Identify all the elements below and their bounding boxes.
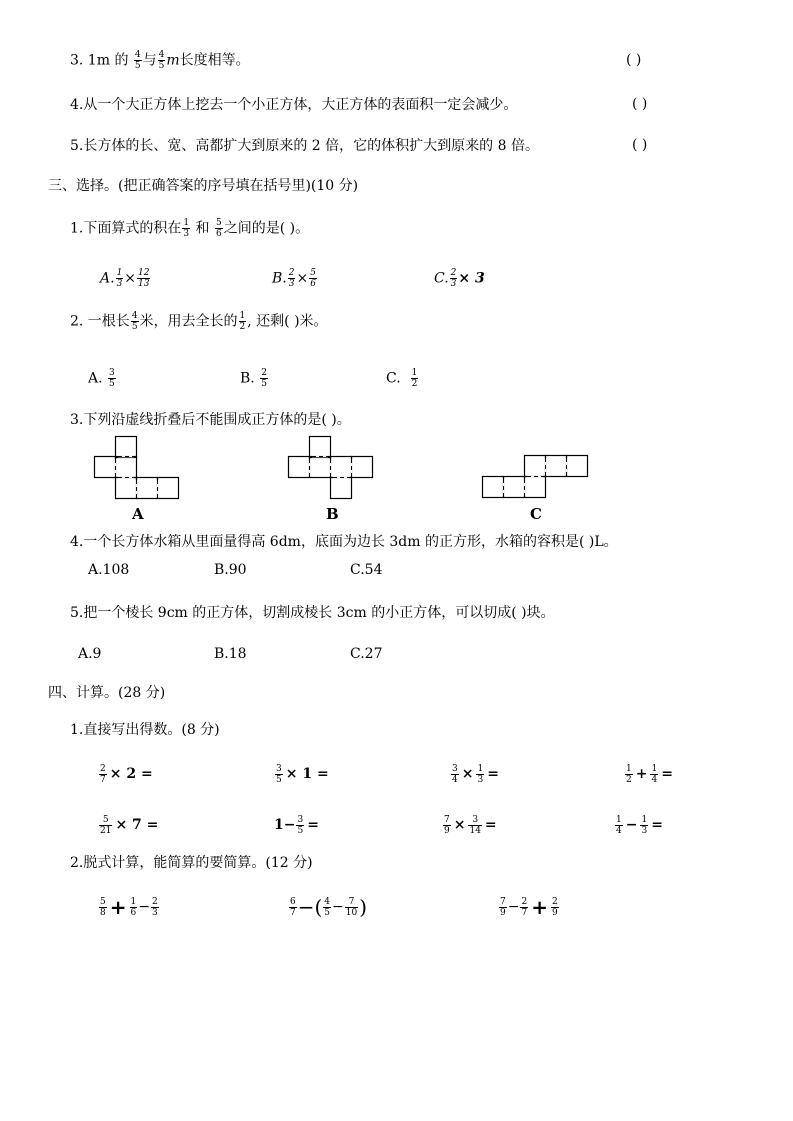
choice-q2-option-c[interactable]: C. $\frac{1}{2}$ bbox=[386, 368, 418, 389]
cube-net-b[interactable] bbox=[288, 436, 376, 500]
section-heading-calc: 四、计算。(28 分) bbox=[48, 685, 166, 701]
calc-expression: $\frac{7}{9}$ − $\frac{2}{7}$ + $\frac{2}{9}$ bbox=[500, 895, 558, 919]
calc-item: 1− $\frac{3}{5}$ = bbox=[274, 814, 319, 836]
judge-q5: 5.长方体的长、宽、高都扩大到原来的 2 倍，它的体积扩大到原来的 8 倍。 bbox=[70, 138, 539, 154]
calc-item: $\frac{3}{4}$ × $\frac{1}{3}$ = bbox=[452, 763, 499, 785]
choice-q5: 5.把一个棱长 9cm 的正方体，切割成棱长 3cm 的小正方体，可以切成( )块。 bbox=[70, 605, 555, 621]
choice-q5-option-a[interactable]: A.9 bbox=[78, 646, 102, 662]
net-label-c: C bbox=[530, 505, 542, 523]
calc-sub1: 1.直接写出得数。(8 分) bbox=[70, 722, 220, 738]
choice-q5-option-c[interactable]: C.27 bbox=[350, 646, 383, 662]
calc-sub2: 2.脱式计算，能简算的要简算。(12 分) bbox=[70, 855, 313, 871]
choice-q4-option-b[interactable]: B.90 bbox=[214, 562, 247, 578]
answer-paren[interactable]: ( ) bbox=[632, 137, 648, 153]
calc-item: $\frac{2}{7}$ × 2 = bbox=[100, 763, 153, 785]
choice-q5-option-b[interactable]: B.18 bbox=[214, 646, 247, 662]
choice-q1-option-b[interactable]: B. $\frac{2}{3}$ × $\frac{5}{6}$ bbox=[272, 268, 316, 289]
net-label-b: B bbox=[326, 505, 339, 523]
choice-q4: 4.一个长方体水箱从里面量得高 6dm，底面为边长 3dm 的正方形，水箱的容积是( )L。 bbox=[70, 534, 618, 550]
fraction: $\frac{4}{5}$ bbox=[131, 311, 138, 332]
fraction: $\frac{1}{2}$ bbox=[239, 311, 246, 332]
cube-net-c[interactable] bbox=[482, 455, 590, 499]
answer-paren[interactable]: ( ) bbox=[626, 52, 642, 68]
calc-item: $\frac{7}{9}$ × $\frac{3}{14}$ = bbox=[444, 814, 497, 836]
section-heading-choice: 三、选择。(把正确答案的序号填在括号里)(10 分) bbox=[48, 178, 359, 194]
calc-item: $\frac{1}{2}$ + $\frac{1}{4}$ = bbox=[626, 763, 673, 785]
choice-q2-option-b[interactable]: B. $\frac{2}{5}$ bbox=[240, 368, 267, 389]
calc-expression: $\frac{6}{7}$ −( $\frac{4}{5}$ − $\frac{7}{10}$ ) bbox=[290, 895, 368, 919]
judge-q3-text-a: 3. 1m 的 bbox=[70, 52, 129, 69]
fraction: $\frac{4}{5}$ bbox=[134, 50, 141, 71]
answer-paren[interactable]: ( ) bbox=[632, 96, 648, 112]
choice-q1-option-a[interactable]: A. $\frac{1}{3}$ × $\frac{12}{13}$ bbox=[100, 268, 150, 289]
choice-q2-option-a[interactable]: A. $\frac{3}{5}$ bbox=[88, 368, 115, 389]
calc-item: $\frac{5}{21}$ × 7 = bbox=[100, 814, 159, 836]
choice-q3: 3.下列沿虚线折叠后不能围成正方体的是( )。 bbox=[70, 412, 351, 428]
calc-item: $\frac{3}{5}$ × 1 = bbox=[276, 763, 329, 785]
choice-q4-option-a[interactable]: A.108 bbox=[88, 562, 130, 578]
cube-net-a[interactable] bbox=[94, 436, 182, 500]
calc-item: $\frac{1}{4}$ − $\frac{1}{3}$ = bbox=[616, 814, 663, 836]
fraction: $\frac{4}{5}$ bbox=[158, 50, 165, 71]
fraction: $\frac{5}{6}$ bbox=[216, 218, 222, 239]
choice-q1-option-c[interactable]: C. $\frac{2}{3}$ × 3 bbox=[434, 268, 485, 289]
fraction: $\frac{1}{3}$ bbox=[183, 218, 190, 239]
choice-q1: 1.下面算式的积在 $\frac{1}{3}$ 和 $\frac{5}{6}$ 之间的是( )。 bbox=[70, 218, 310, 239]
net-label-a: A bbox=[132, 505, 144, 523]
judge-q3: 3. 1m 的 $\frac{4}{5}$ 与 $\frac{4}{5}$ m长度相等。 bbox=[70, 50, 250, 71]
choice-q4-option-c[interactable]: C.54 bbox=[350, 562, 383, 578]
calc-expression: $\frac{5}{8}$ + $\frac{1}{6}$ − $\frac{2}{3}$ bbox=[100, 895, 158, 919]
choice-q2: 2. 一根长 $\frac{4}{5}$ 米，用去全长的 $\frac{1}{2}$ , 还剩( )米。 bbox=[70, 311, 328, 332]
judge-q4: 4.从一个大正方体上挖去一个小正方体，大正方体的表面积一定会减少。 bbox=[70, 97, 518, 113]
